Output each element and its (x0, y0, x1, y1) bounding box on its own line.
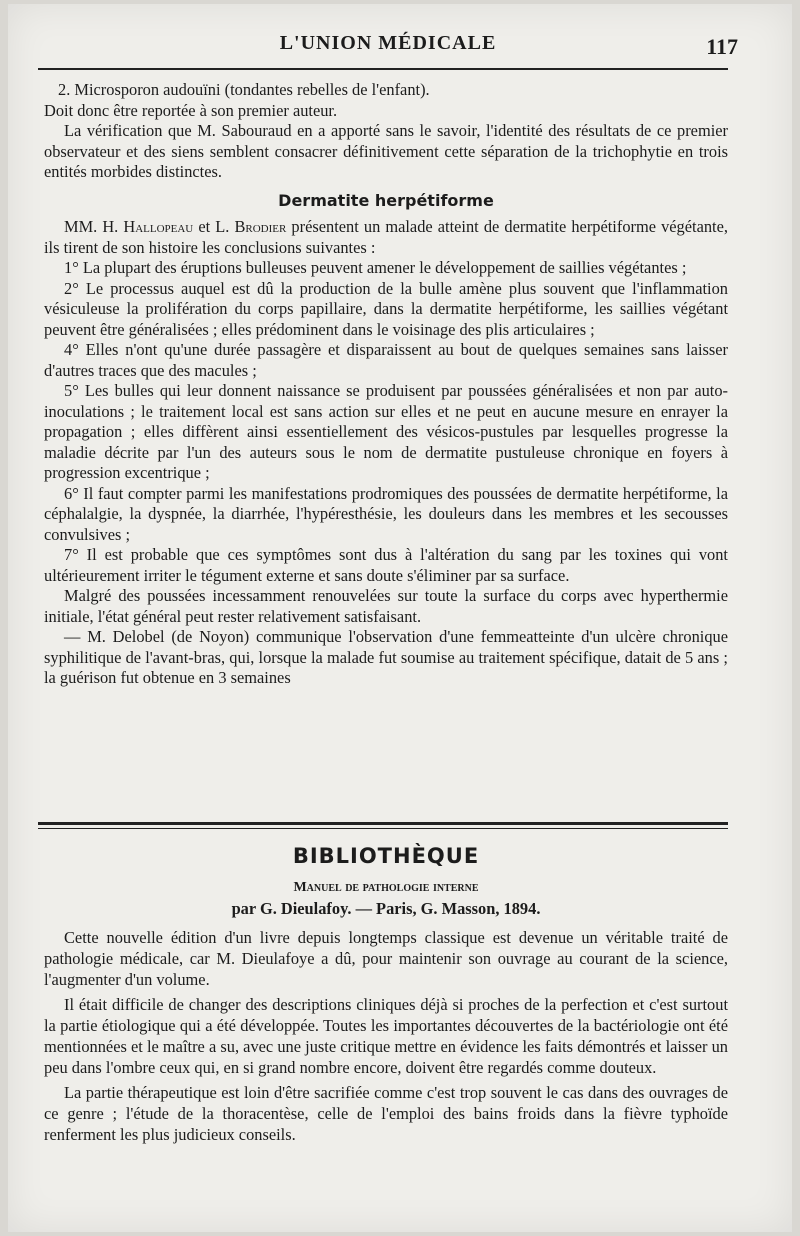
section-divider-thin (38, 828, 728, 829)
paragraph: Malgré des poussées incessamment renouvelées sur toute la surface du corps avec hyperthermie initiale, l'état général peut rester relativement satisfaisant. (44, 586, 728, 626)
conclusion-item: 5° Les bulles qui leur donnent naissance se produisent par poussées généralisées et non par auto-inoculations ; le traitement local est sans action sur elles et ne peut en aucune mesure en enrayer la propagation ; elles diffèrent ainsi essentiellement des vésicos-pustules par lesquelles progresse la maladie décrite par l'un des auteurs sous le nom de dermatite pustuleuse chronique en foyers à progression excentrique ; (44, 381, 728, 482)
section-title: Dermatite herpétiforme (278, 190, 494, 210)
paragraph: 2. Microsporon audouïni (tondantes rebelles de l'enfant). (58, 80, 430, 99)
review-paragraph: La partie thérapeutique est loin d'être sacrifiée comme c'est trop souvent le cas dans des ouvrages de ce genre ; l'étude de la thoracentèse, celle de l'emploi des bains froids dans la fièvre typhoïde renferment les plus judicieux conseils. (44, 1083, 728, 1144)
paragraph: — M. Delobel (de Noyon) communique l'observation d'une femmeatteinte d'un ulcère chronique syphilitique de l'avant-bras, qui, lorsque la malade fut soumise au traitement spécifique, datait de 5 ans ; la guérison fut obtenue en 3 semaines (44, 627, 728, 687)
article-body (44, 80, 728, 689)
author-name: Brodier (234, 217, 287, 236)
intro-suffix: présentent un malade atteint de dermatite herpétiforme végétante, ils tirent de son histoire les conclusions suivantes : (44, 217, 728, 257)
intro-mid: et L. (193, 217, 235, 236)
conclusion-item: 1° La plupart des éruptions bulleuses peuvent amener le développement de saillies végétantes ; (64, 258, 687, 277)
review-paragraph: Cette nouvelle édition d'un livre depuis longtemps classique est devenue un véritable traité de pathologie médicale, car M. Dieulafoye a dû, pour maintenir son ouvrage au courant de la science, l'augmenter d'un volume. (44, 928, 728, 989)
author-name: Hallopeau (123, 217, 194, 236)
conclusion-item: 7° Il est probable que ces symptômes sont dus à l'altération du sang par les toxines qui vont ultérieurement irriter le tégument externe et sans doute s'éliminer par sa surface. (44, 545, 728, 585)
running-head: L'UNION MÉDICALE (279, 32, 497, 54)
section-intro (44, 217, 728, 258)
header-rule (38, 68, 728, 70)
page-header (48, 32, 738, 59)
bibliotheque-section (44, 846, 728, 1149)
paragraph: La vérification que M. Sabouraud en a apporté sans le savoir, l'identité des résultats de ce premier observateur et des siens semblent consacrer définitivement cette séparation de la trichophytie en trois entités morbides distinctes. (44, 121, 728, 181)
document-page (8, 4, 792, 1232)
book-title: Manuel de pathologie interne (293, 880, 479, 895)
book-author: par G. Dieulafoy. — Paris, G. Masson, 1894. (231, 899, 541, 918)
review-paragraph: Il était difficile de changer des descriptions cliniques déjà si proches de la perfection et c'est surtout la partie étiologique qui a été développée. Toutes les importantes découvertes de la bactériologie ont été mentionnées et le maître a su, avec une juste critique mettre en évidence les faits démontrés et laisser un peu dans l'ombre ceux qui, en si grand nombre encore, doivent être regardés comme douteux. (44, 995, 728, 1077)
intro-prefix: MM. H. (64, 217, 124, 236)
bibliotheque-title: BIBLIOTHÈQUE (292, 844, 480, 868)
conclusion-item: 4° Elles n'ont qu'une durée passagère et disparaissent au bout de quelques semaines sans laisser d'autres traces que des macules ; (44, 340, 728, 380)
page-number: 117 (706, 34, 738, 59)
paragraph: Doit donc être reportée à son premier auteur. (44, 100, 338, 120)
section-divider (38, 822, 728, 825)
conclusion-item: 2° Le processus auquel est dû la production de la bulle amène plus souvent que l'inflammation vésiculeuse la prolifération du corps papillaire, dans la dermatite herpétiforme, les saillies végétant peuvent être généralisées ; elles prédominent dans le voisinage des plis articulaires ; (44, 278, 728, 339)
conclusion-item: 6° Il faut compter parmi les manifestations prodromiques des poussées de dermatite herpétiforme, la céphalalgie, la dyspnée, la diarrhée, l'hypéresthésie, les douleurs dans les membres et les secousses convulsives ; (44, 483, 728, 544)
